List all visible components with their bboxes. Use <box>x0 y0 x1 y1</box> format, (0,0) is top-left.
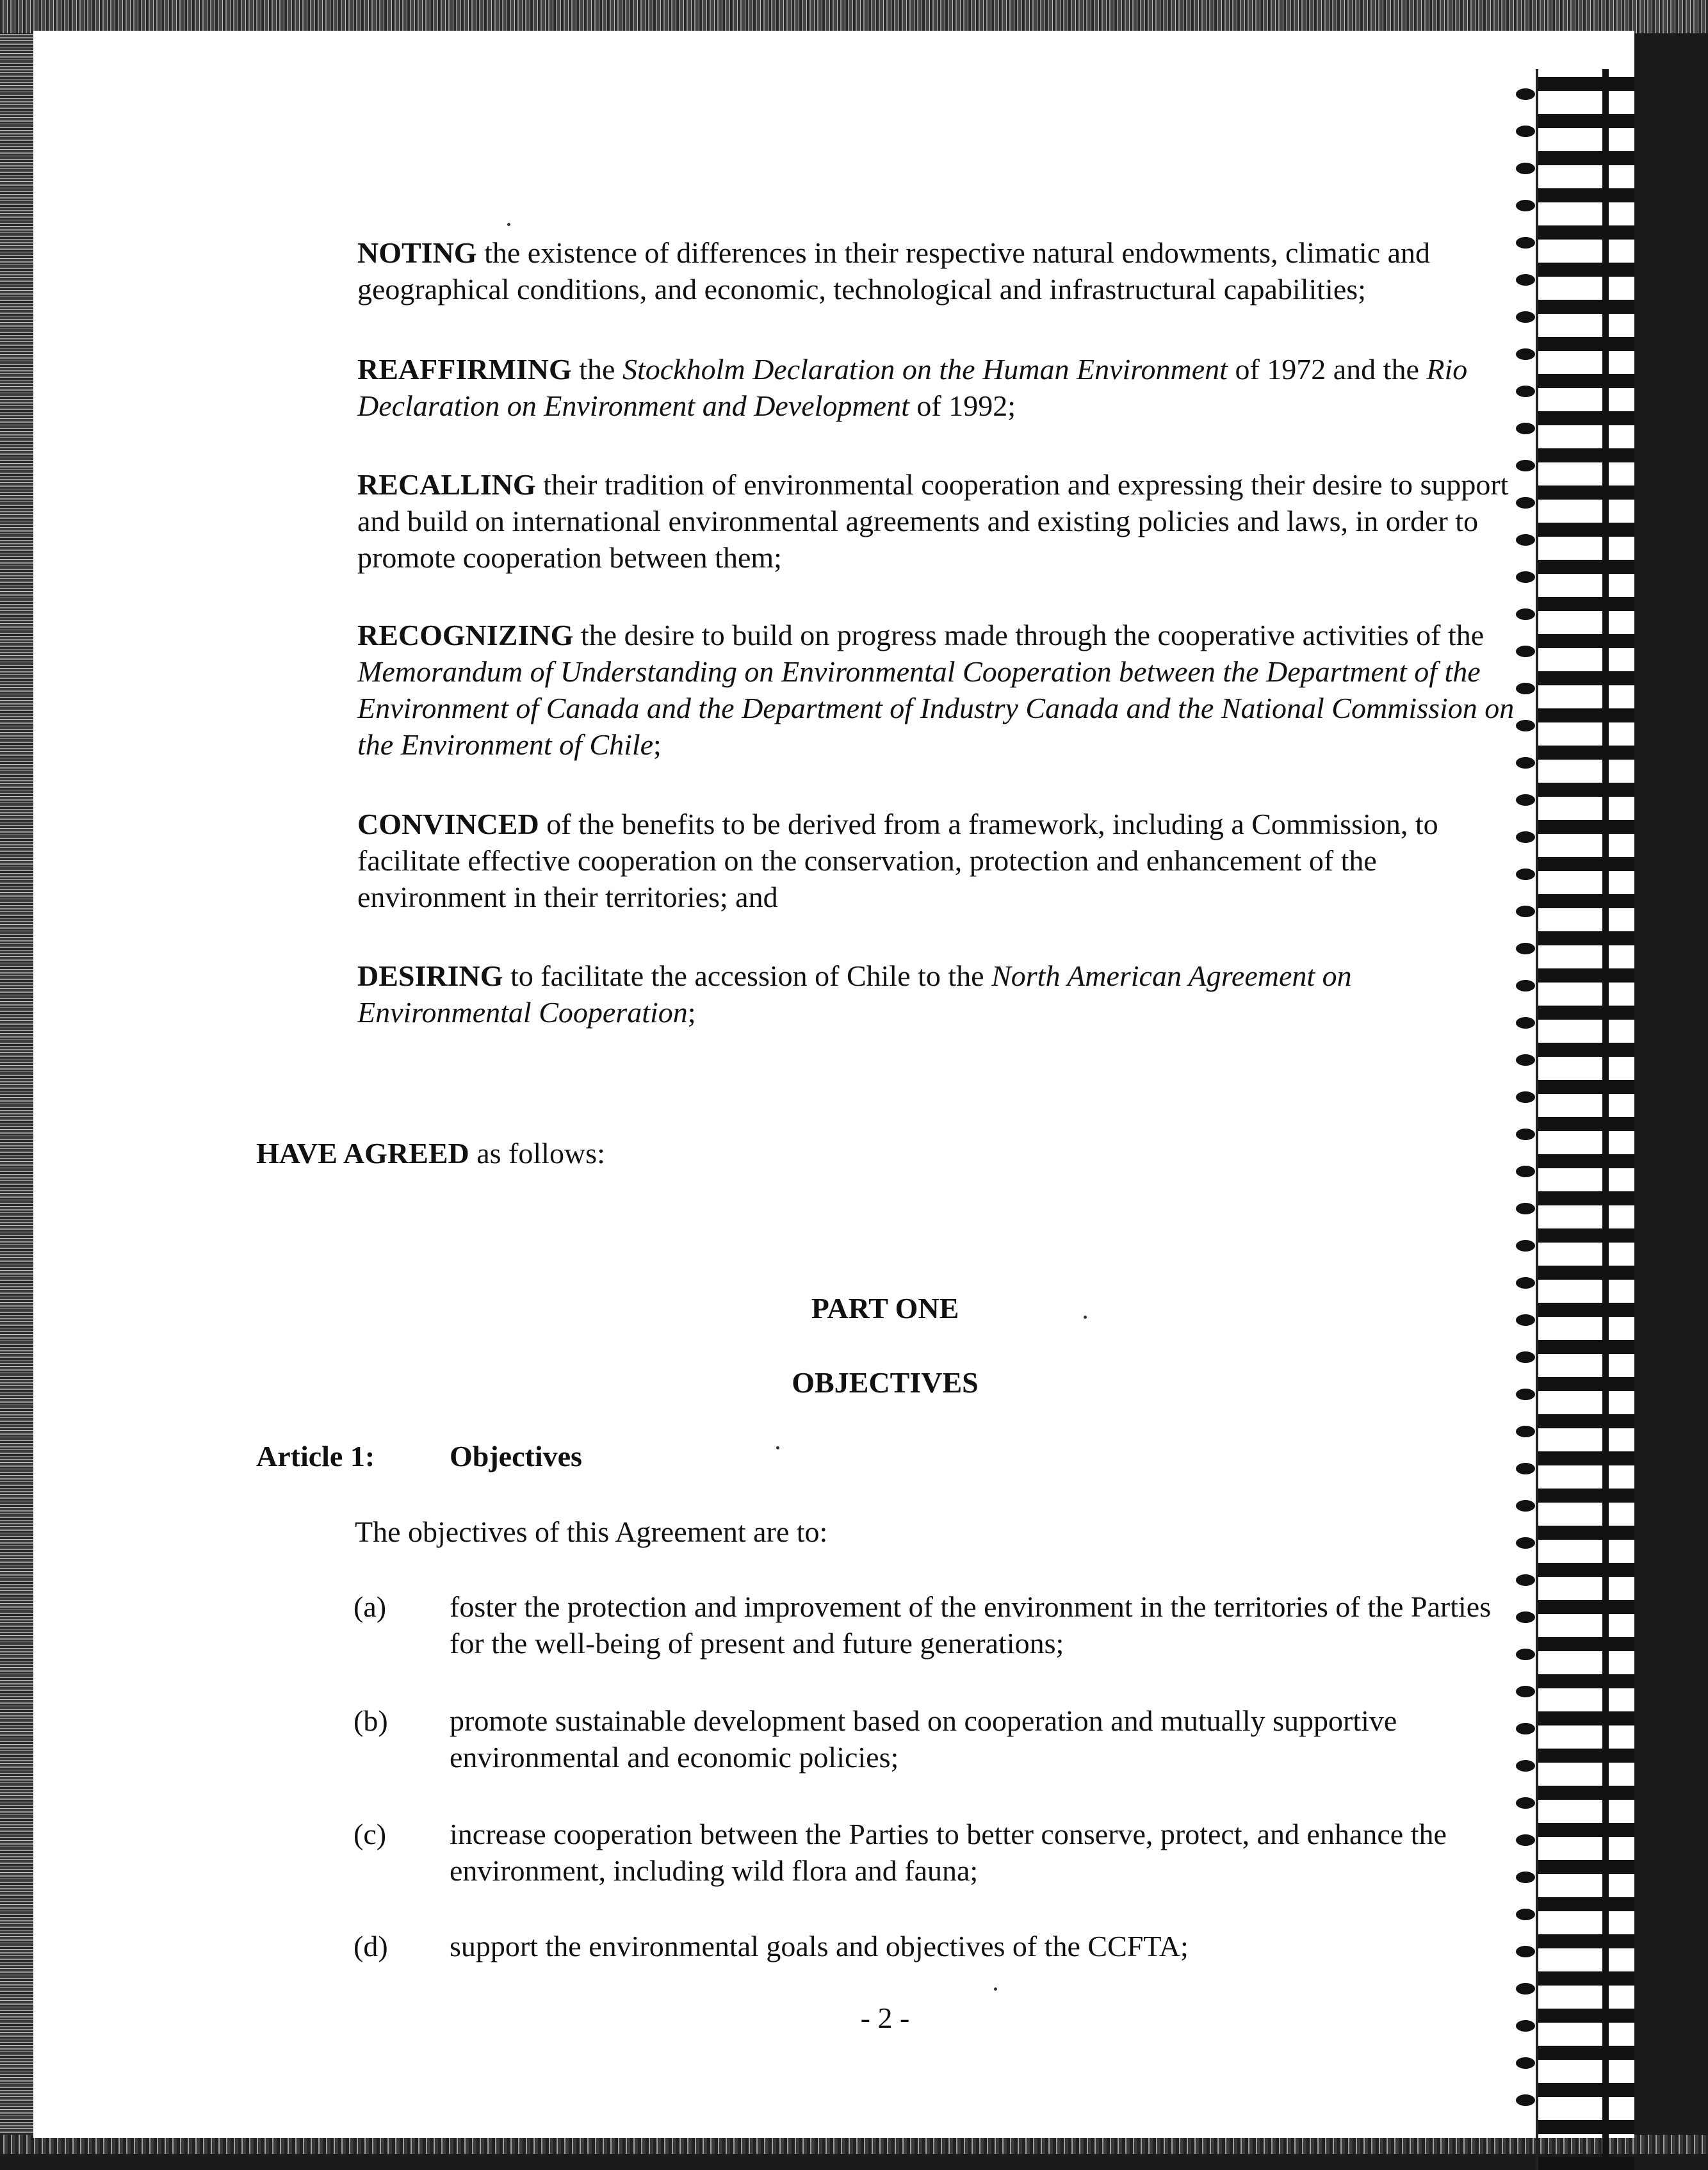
binding-hole <box>1516 1983 1535 1995</box>
preamble-italic-title: Stockholm Declaration on the Human Environment <box>622 353 1228 386</box>
preamble-reaffirming <box>357 351 1529 424</box>
have-agreed-clause <box>256 1135 605 1171</box>
binding-hole <box>1516 1240 1535 1252</box>
scan-edge-left <box>0 0 36 2154</box>
objective-label: (c) <box>354 1818 387 1850</box>
section-heading: OBJECTIVES <box>792 1366 979 1399</box>
binding-hole <box>1516 1797 1535 1809</box>
objective-text: promote sustainable development based on cooperation and mutually supportive environmental and economic policies; <box>450 1704 1397 1774</box>
binding-hole <box>1516 1946 1535 1957</box>
preamble-text: of 1972 and the <box>1227 353 1427 386</box>
article-title: Objectives <box>450 1440 582 1472</box>
binding-hole <box>1516 1537 1535 1549</box>
objectives-intro: The objectives of this Agreement are to: <box>355 1515 828 1548</box>
binding-hole <box>1516 757 1535 769</box>
binding-hole <box>1516 163 1535 174</box>
scan-speck <box>1084 1316 1087 1319</box>
preamble-text: the desire to build on progress made through the cooperative activities of the <box>573 619 1484 651</box>
preamble-recalling <box>357 466 1529 576</box>
binding-hole <box>1516 646 1535 657</box>
binding-hole <box>1516 720 1535 731</box>
binding-hole <box>1516 2057 1535 2069</box>
page-number: - 2 - <box>860 2002 910 2034</box>
binding-hole <box>1516 1054 1535 1066</box>
preamble-italic-title: North American Agreement on Environmental Cooperation <box>357 959 1352 1029</box>
preamble-italic-title: Rio Declaration on Environment and Development <box>357 353 1468 422</box>
binding-hole <box>1516 869 1535 880</box>
binding-hole <box>1516 1500 1535 1512</box>
binding-hole <box>1516 571 1535 583</box>
scan-speck <box>507 223 510 226</box>
have-agreed-lead: HAVE AGREED <box>256 1137 469 1170</box>
preamble-text: the <box>571 353 622 386</box>
binding-hole <box>1516 1463 1535 1474</box>
have-agreed-rest: as follows: <box>469 1137 605 1170</box>
binding-hole <box>1516 534 1535 546</box>
binding-hole <box>1516 1760 1535 1772</box>
binding-hole <box>1516 683 1535 694</box>
binding-hole <box>1516 1203 1535 1214</box>
binding-hole <box>1516 794 1535 806</box>
binding-hole <box>1516 460 1535 471</box>
preamble-text: ; <box>687 996 696 1029</box>
binding-hole <box>1516 980 1535 991</box>
objective-text: foster the protection and improvement of the environment in the territories of the Parties for the well-being of present and future generations; <box>450 1590 1492 1660</box>
binding-hole <box>1516 1686 1535 1697</box>
preamble-convinced <box>357 806 1529 915</box>
binding-hole <box>1516 348 1535 360</box>
binding-hole <box>1516 1389 1535 1400</box>
binding-hole <box>1516 906 1535 917</box>
scan-edge-top <box>0 0 1708 33</box>
binding-hole <box>1516 2020 1535 2032</box>
binding-hole <box>1516 126 1535 137</box>
binding-hole <box>1516 1574 1535 1586</box>
page-content <box>33 31 1634 2138</box>
scan-speck <box>776 1446 779 1449</box>
binding-hole <box>1516 237 1535 249</box>
binding-hole <box>1516 1091 1535 1103</box>
binding-hole <box>1516 943 1535 954</box>
preamble-lead-word: CONVINCED <box>357 808 539 840</box>
binding-hole <box>1516 1834 1535 1846</box>
preamble-italic-title: Memorandum of Understanding on Environmental Cooperation between the Department of the Environment of Canada and the Department of Industry Canada and the National Commission on the Environment of Chile <box>357 655 1515 761</box>
objective-text: increase cooperation between the Parties to better conserve, protect, and enhance the environment, including wild flora and fauna; <box>450 1818 1447 1887</box>
binding-hole <box>1516 608 1535 620</box>
binding-hole <box>1516 1872 1535 1883</box>
objective-label: (d) <box>354 1930 388 1962</box>
binding-hole <box>1516 88 1535 100</box>
binding-hole <box>1516 1649 1535 1660</box>
document-page <box>33 31 1634 2138</box>
article-number: Article 1: <box>256 1440 375 1472</box>
binding-hole <box>1516 1611 1535 1623</box>
preamble-text: their tradition of environmental cooperation and expressing their desire to support and build on international environmental agreements and existing policies and laws, in order to promote cooperation between them; <box>357 468 1509 574</box>
objective-text: support the environmental goals and objectives of the CCFTA; <box>450 1930 1189 1962</box>
preamble-noting <box>357 234 1529 307</box>
part-heading: PART ONE <box>811 1292 959 1325</box>
preamble-text: to facilitate the accession of Chile to the <box>503 959 992 992</box>
binding-hole <box>1516 1129 1535 1140</box>
preamble-text: the existence of differences in their respective natural endowments, climatic and geographical conditions, and economic, technological and infrastructural capabilities; <box>357 236 1431 306</box>
binding-hole <box>1516 1351 1535 1363</box>
binding-hole <box>1516 1909 1535 1920</box>
binding-hole <box>1516 831 1535 843</box>
binding-hole <box>1516 423 1535 434</box>
binding-hole <box>1516 497 1535 509</box>
binding-hole <box>1516 1277 1535 1289</box>
preamble-text: ; <box>653 728 662 761</box>
objective-label: (b) <box>354 1704 388 1737</box>
preamble-text: of the benefits to be derived from a framework, including a Commission, to facilitate effective cooperation on the conservation, protection and enhancement of the environment in their territories; and <box>357 808 1438 913</box>
binding-hole <box>1516 1426 1535 1437</box>
binding-hole <box>1516 386 1535 397</box>
binding-hole <box>1516 1723 1535 1734</box>
objective-label: (a) <box>354 1590 387 1623</box>
preamble-lead-word: DESIRING <box>357 959 503 992</box>
binding-hole <box>1516 274 1535 286</box>
preamble-lead-word: NOTING <box>357 236 477 269</box>
preamble-text: of 1992; <box>909 389 1016 422</box>
scan-speck <box>994 1987 997 1991</box>
preamble-lead-word: REAFFIRMING <box>357 353 572 386</box>
binding-hole <box>1516 1314 1535 1326</box>
preamble-recognizing <box>357 617 1529 763</box>
preamble-desiring <box>357 958 1529 1031</box>
preamble-lead-word: RECALLING <box>357 468 536 501</box>
binding-hole <box>1516 2094 1535 2106</box>
binding-hole <box>1516 200 1535 211</box>
preamble-lead-word: RECOGNIZING <box>357 619 574 651</box>
binding-hole <box>1516 311 1535 323</box>
binding-hole <box>1516 1166 1535 1177</box>
binding-hole <box>1516 1017 1535 1029</box>
